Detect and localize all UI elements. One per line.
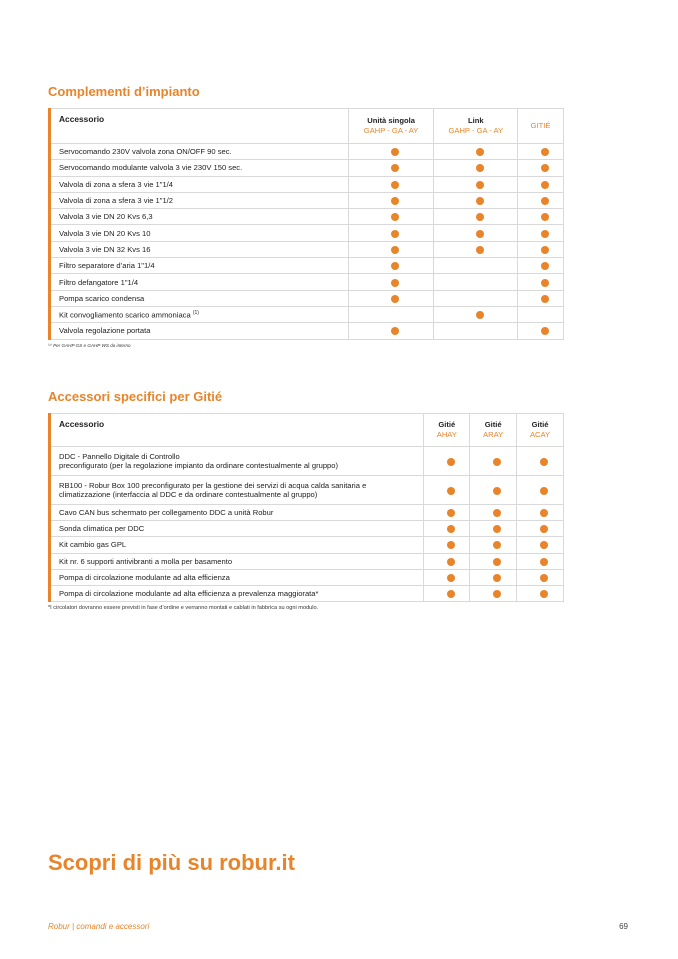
availability-dot-icon [541,213,549,221]
table-row [50,585,564,601]
table-header-row [50,109,564,144]
table-row [50,225,564,241]
cell-link [434,290,518,306]
cell-unita-singola [348,192,434,208]
cell-link [434,160,518,176]
header-gitie [518,109,564,144]
table-row [50,290,564,306]
cell-gitie-aray [470,537,517,553]
availability-dot-icon [541,148,549,156]
availability-dot-icon [391,197,399,205]
header-col2-sub: ARAY [483,430,504,439]
cell-gitie [518,258,564,274]
table-row [50,476,564,505]
cell-unita-singola [348,290,434,306]
table-row [50,306,564,322]
header-col3-sub: ACAY [529,430,551,439]
cell-gitie-aray [470,505,517,521]
cell-unita-singola [348,241,434,257]
cell-gitie-acay [517,505,564,521]
header-col1-name: Gitié [438,420,456,429]
availability-dot-icon [447,558,455,566]
accessory-name: Filtro separatore d’aria 1"1/4 [50,258,349,274]
cell-gitie-ahay [424,569,470,585]
availability-dot-icon [540,541,548,549]
availability-dot-icon [540,525,548,533]
cell-gitie [518,176,564,192]
availability-dot-icon [476,164,484,172]
availability-dot-icon [391,279,399,287]
table-row [50,209,564,225]
table-row [50,241,564,257]
availability-dot-icon [391,295,399,303]
cell-gitie [518,192,564,208]
availability-dot-icon [541,262,549,270]
cell-link [434,209,518,225]
availability-dot-icon [391,213,399,221]
cell-gitie-aray [470,569,517,585]
table-row [50,505,564,521]
header-unita-singola [348,109,434,144]
availability-dot-icon [493,574,501,582]
availability-dot-icon [541,246,549,254]
availability-dot-icon [476,148,484,156]
accessory-name: RB100 - Robur Box 100 preconfigurato per la gestione dei servizi di acqua calda sanitaria e climatizzazione (interfaccia al DDC e da ordinare contestualmente al gruppo) [50,476,424,505]
availability-dot-icon [391,246,399,254]
availability-dot-icon [541,327,549,335]
table-row [50,144,564,160]
accessory-name: Valvola 3 vie DN 32 Kvs 16 [50,241,349,257]
cell-unita-singola [348,225,434,241]
accessory-name: Valvola di zona a sfera 3 vie 1"1/2 [50,192,349,208]
table-row [50,176,564,192]
availability-dot-icon [540,590,548,598]
availability-dot-icon [541,197,549,205]
cell-gitie-acay [517,537,564,553]
table-row [50,274,564,290]
cell-gitie-aray [470,553,517,569]
header-col1-name: Unità singola [367,116,415,125]
availability-dot-icon [476,197,484,205]
availability-dot-icon [540,509,548,517]
availability-dot-icon [476,246,484,254]
availability-dot-icon [391,262,399,270]
header-col2-name: Link [467,116,484,125]
table-row [50,569,564,585]
footer-title: Robur | comandi e accessori [48,922,150,931]
availability-dot-icon [476,311,484,319]
availability-dot-icon [447,487,455,495]
cell-link [434,306,518,322]
availability-dot-icon [541,230,549,238]
accessory-name: Pompa di circolazione modulante ad alta efficienza a prevalenza maggiorata* [50,585,424,601]
cell-unita-singola [348,274,434,290]
accessory-name: Valvola 3 vie DN 20 Kvs 10 [50,225,349,241]
availability-dot-icon [541,279,549,287]
cell-link [434,192,518,208]
cell-gitie [518,290,564,306]
cell-gitie [518,209,564,225]
header-col1-sub: AHAY [436,430,457,439]
availability-dot-icon [493,509,501,517]
header-accessorio: Accessorio [50,414,424,447]
availability-dot-icon [540,558,548,566]
cell-link [434,144,518,160]
table-row [50,160,564,176]
availability-dot-icon [540,574,548,582]
cell-unita-singola [348,176,434,192]
header-gitie-acay [517,414,564,447]
accessory-name: Pompa scarico condensa [50,290,349,306]
cell-gitie-acay [517,476,564,505]
availability-dot-icon [391,148,399,156]
accessory-name: Cavo CAN bus schermato per collegamento DDC a unità Robur [50,505,424,521]
accessory-name: Valvola 3 vie DN 20 Kvs 6,3 [50,209,349,225]
page-number: 69 [619,922,628,931]
availability-dot-icon [540,487,548,495]
table-complementi [48,108,564,340]
cell-unita-singola [348,323,434,339]
cell-gitie-aray [470,447,517,476]
accessory-name: Kit cambio gas GPL [50,537,424,553]
footnote-gitie: *I circolatori dovranno essere previsti in fase d’ordine e verranno montati e cablati in fabbrica su ogni modulo. [48,605,319,611]
availability-dot-icon [447,541,455,549]
availability-dot-icon [391,327,399,335]
footnote-complementi: ⁽¹⁾ Per GAHP GS e GAHP WS da interno [48,343,131,348]
availability-dot-icon [447,525,455,533]
cell-gitie-aray [470,476,517,505]
cell-gitie [518,241,564,257]
availability-dot-icon [493,590,501,598]
section-title-complementi: Complementi d’impianto [48,84,200,99]
cell-link [434,225,518,241]
accessory-name: Valvola regolazione portata [50,323,349,339]
header-gitie-aray [470,414,517,447]
availability-dot-icon [493,458,501,466]
cell-link [434,258,518,274]
cell-link [434,176,518,192]
availability-dot-icon [476,181,484,189]
accessory-name: Pompa di circolazione modulante ad alta efficienza [50,569,424,585]
accessory-name: Kit convogliamento scarico ammoniaca $^{(1)}$ [50,306,349,322]
table-row [50,537,564,553]
accessory-name: Sonda climatica per DDC [50,521,424,537]
promo-link[interactable]: Scopri di più su robur.it [48,850,295,875]
header-gitie-ahay [424,414,470,447]
cell-gitie [518,323,564,339]
availability-dot-icon [391,181,399,189]
cell-gitie [518,144,564,160]
availability-dot-icon [541,164,549,172]
availability-dot-icon [541,295,549,303]
header-col3-name: Gitié [531,420,549,429]
cell-gitie-acay [517,447,564,476]
table-row [50,258,564,274]
availability-dot-icon [447,574,455,582]
cell-gitie [518,160,564,176]
availability-dot-icon [391,164,399,172]
header-col3: GITIÉ [530,121,551,130]
cell-unita-singola [348,306,434,322]
availability-dot-icon [493,487,501,495]
cell-gitie-ahay [424,585,470,601]
availability-dot-icon [493,558,501,566]
availability-dot-icon [493,541,501,549]
cell-gitie-acay [517,521,564,537]
availability-dot-icon [541,181,549,189]
table-row [50,323,564,339]
cell-gitie-ahay [424,476,470,505]
cell-gitie-acay [517,553,564,569]
accessory-name: DDC - Pannello Digitale di Controllo preconfigurato (per la regolazione impianto da ordinare contestualmente al gruppo) [50,447,424,476]
header-link [434,109,518,144]
table-header-row [50,414,564,447]
cell-gitie [518,274,564,290]
cell-gitie-ahay [424,521,470,537]
accessory-name: Valvola di zona a sfera 3 vie 1"1/4 [50,176,349,192]
cell-unita-singola [348,258,434,274]
accessory-name: Servocomando 230V valvola zona ON/OFF 90 sec. [50,144,349,160]
availability-dot-icon [476,213,484,221]
table-row [50,553,564,569]
cell-unita-singola [348,144,434,160]
header-col2-sub: GAHP - GA - AY [448,126,504,135]
table-row [50,192,564,208]
section-title-gitie: Accessori specifici per Gitié [48,389,223,404]
accessory-name: Filtro defangatore 1"1/4 [50,274,349,290]
cell-gitie [518,306,564,322]
footnote-marker: (1) [192,309,199,316]
cell-gitie-ahay [424,447,470,476]
cell-gitie [518,225,564,241]
header-col1-sub: GAHP - GA - AY [363,126,419,135]
cell-link [434,241,518,257]
cell-gitie-aray [470,585,517,601]
cell-gitie-ahay [424,553,470,569]
cell-unita-singola [348,209,434,225]
availability-dot-icon [493,525,501,533]
cell-unita-singola [348,160,434,176]
accessory-name: Kit nr. 6 supporti antivibranti a molla per basamento [50,553,424,569]
availability-dot-icon [447,509,455,517]
header-col2-name: Gitié [484,420,502,429]
cell-gitie-aray [470,521,517,537]
table-row [50,521,564,537]
availability-dot-icon [447,458,455,466]
table-row [50,447,564,476]
availability-dot-icon [476,230,484,238]
cell-gitie-acay [517,569,564,585]
cell-gitie-acay [517,585,564,601]
availability-dot-icon [447,590,455,598]
availability-dot-icon [540,458,548,466]
accessory-name: Servocomando modulante valvola 3 vie 230V 150 sec. [50,160,349,176]
table-gitie [48,413,564,602]
cell-gitie-ahay [424,505,470,521]
cell-link [434,323,518,339]
header-accessorio: Accessorio [50,109,349,144]
cell-gitie-ahay [424,537,470,553]
cell-link [434,274,518,290]
availability-dot-icon [391,230,399,238]
